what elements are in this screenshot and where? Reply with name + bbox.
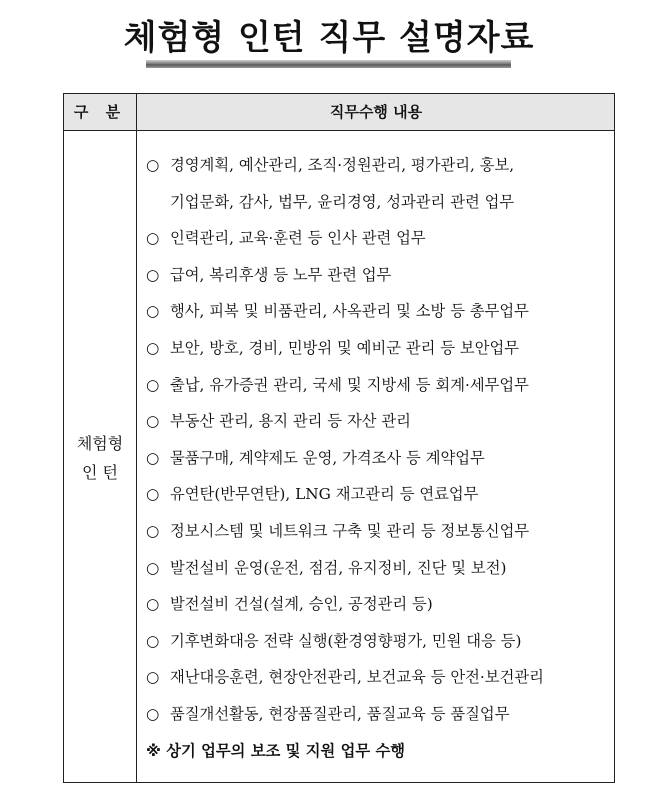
list-item-text: 발전설비 운영(운전, 점검, 유지정비, 진단 및 보전) bbox=[170, 558, 507, 577]
list-item-text: 인력관리, 교육·훈련 등 인사 관련 업무 bbox=[170, 229, 426, 248]
list-item-text: 보안, 방호, 경비, 민방위 및 예비군 관리 등 보안업무 bbox=[170, 338, 520, 357]
list-item bbox=[146, 403, 610, 440]
bullet-circle-icon: ○ bbox=[146, 631, 160, 650]
list-item bbox=[146, 696, 610, 733]
bullet-circle-icon: ○ bbox=[146, 156, 160, 174]
bullet-circle-icon: ○ bbox=[146, 302, 160, 321]
list-item bbox=[146, 184, 610, 221]
list-item-text: 물품구매, 계약제도 운영, 가격조사 등 계약업무 bbox=[170, 448, 485, 467]
bullet-circle-icon: ○ bbox=[146, 521, 160, 540]
category-line-2: 인 턴 bbox=[82, 463, 118, 482]
list-item-text: 기업문화, 감사, 법무, 윤리경영, 성과관리 관련 업무 bbox=[170, 192, 515, 211]
list-item bbox=[146, 330, 610, 367]
list-item bbox=[146, 476, 610, 513]
bullet-circle-icon: ○ bbox=[146, 668, 160, 687]
bullet-circle-icon: ○ bbox=[146, 448, 160, 467]
list-item-text: 경영계획, 예산관리, 조직·정원관리, 평가관리, 홍보, bbox=[170, 156, 515, 174]
list-item bbox=[146, 623, 610, 660]
bullet-circle-icon: ○ bbox=[146, 338, 160, 357]
list-item-text: 정보시스템 및 네트워크 구축 및 관리 등 정보통신업무 bbox=[170, 521, 530, 540]
title-underline-bar bbox=[146, 60, 511, 68]
column-divider bbox=[136, 94, 137, 782]
bullet-circle-icon: ○ bbox=[146, 558, 160, 577]
list-item-text: 발전설비 건설(설계, 승인, 공정관리 등) bbox=[170, 595, 433, 614]
table-header-row bbox=[64, 94, 614, 131]
list-item-text: 기후변화대응 전략 실행(환경영향평가, 민원 대응 등) bbox=[170, 631, 522, 650]
list-item-text: 급여, 복리후생 등 노무 관련 업무 bbox=[170, 265, 392, 284]
bullet-circle-icon: ○ bbox=[146, 595, 160, 614]
list-item bbox=[146, 367, 610, 404]
bullet-circle-icon: ○ bbox=[146, 375, 160, 394]
duty-table bbox=[63, 93, 615, 783]
bullet-circle-icon: ○ bbox=[146, 265, 160, 284]
list-item bbox=[146, 440, 610, 477]
list-item bbox=[146, 293, 610, 330]
bullet-circle-icon: ○ bbox=[146, 229, 160, 248]
duty-list bbox=[146, 147, 610, 769]
category-line-1: 체험형 bbox=[76, 434, 124, 453]
support-duty-note: ※ 상기 업무의 보조 및 지원 업무 수행 bbox=[146, 741, 406, 760]
list-item-text: 부동산 관리, 용지 관리 등 자산 관리 bbox=[170, 412, 411, 431]
bullet-circle-icon: ○ bbox=[146, 704, 160, 723]
list-item-text: 행사, 피복 및 비품관리, 사옥관리 및 소방 등 총무업무 bbox=[170, 302, 529, 321]
header-duty-content: 직무수행 내용 bbox=[329, 103, 423, 121]
list-item bbox=[146, 586, 610, 623]
category-cell bbox=[64, 429, 136, 487]
bullet-circle-icon: ○ bbox=[146, 485, 160, 504]
list-item-text: 재난대응훈련, 현장안전관리, 보건교육 등 안전·보건관리 bbox=[170, 668, 544, 687]
list-item bbox=[146, 659, 610, 696]
list-item bbox=[146, 550, 610, 587]
page-title: 체험형 인턴 직무 설명자료 bbox=[123, 18, 535, 58]
bullet-circle-icon: ○ bbox=[146, 412, 160, 431]
list-item bbox=[146, 513, 610, 550]
list-item-text: 품질개선활동, 현장품질관리, 품질교육 등 품질업무 bbox=[170, 704, 510, 723]
list-item bbox=[146, 257, 610, 294]
list-item bbox=[146, 220, 610, 257]
list-item-text: 출납, 유가증권 관리, 국세 및 지방세 등 회계·세무업무 bbox=[170, 375, 529, 394]
list-item-text: 유연탄(반무연탄), LNG 재고관리 등 연료업무 bbox=[170, 485, 479, 504]
header-category: 구 분 bbox=[73, 103, 127, 121]
list-item bbox=[146, 147, 610, 184]
